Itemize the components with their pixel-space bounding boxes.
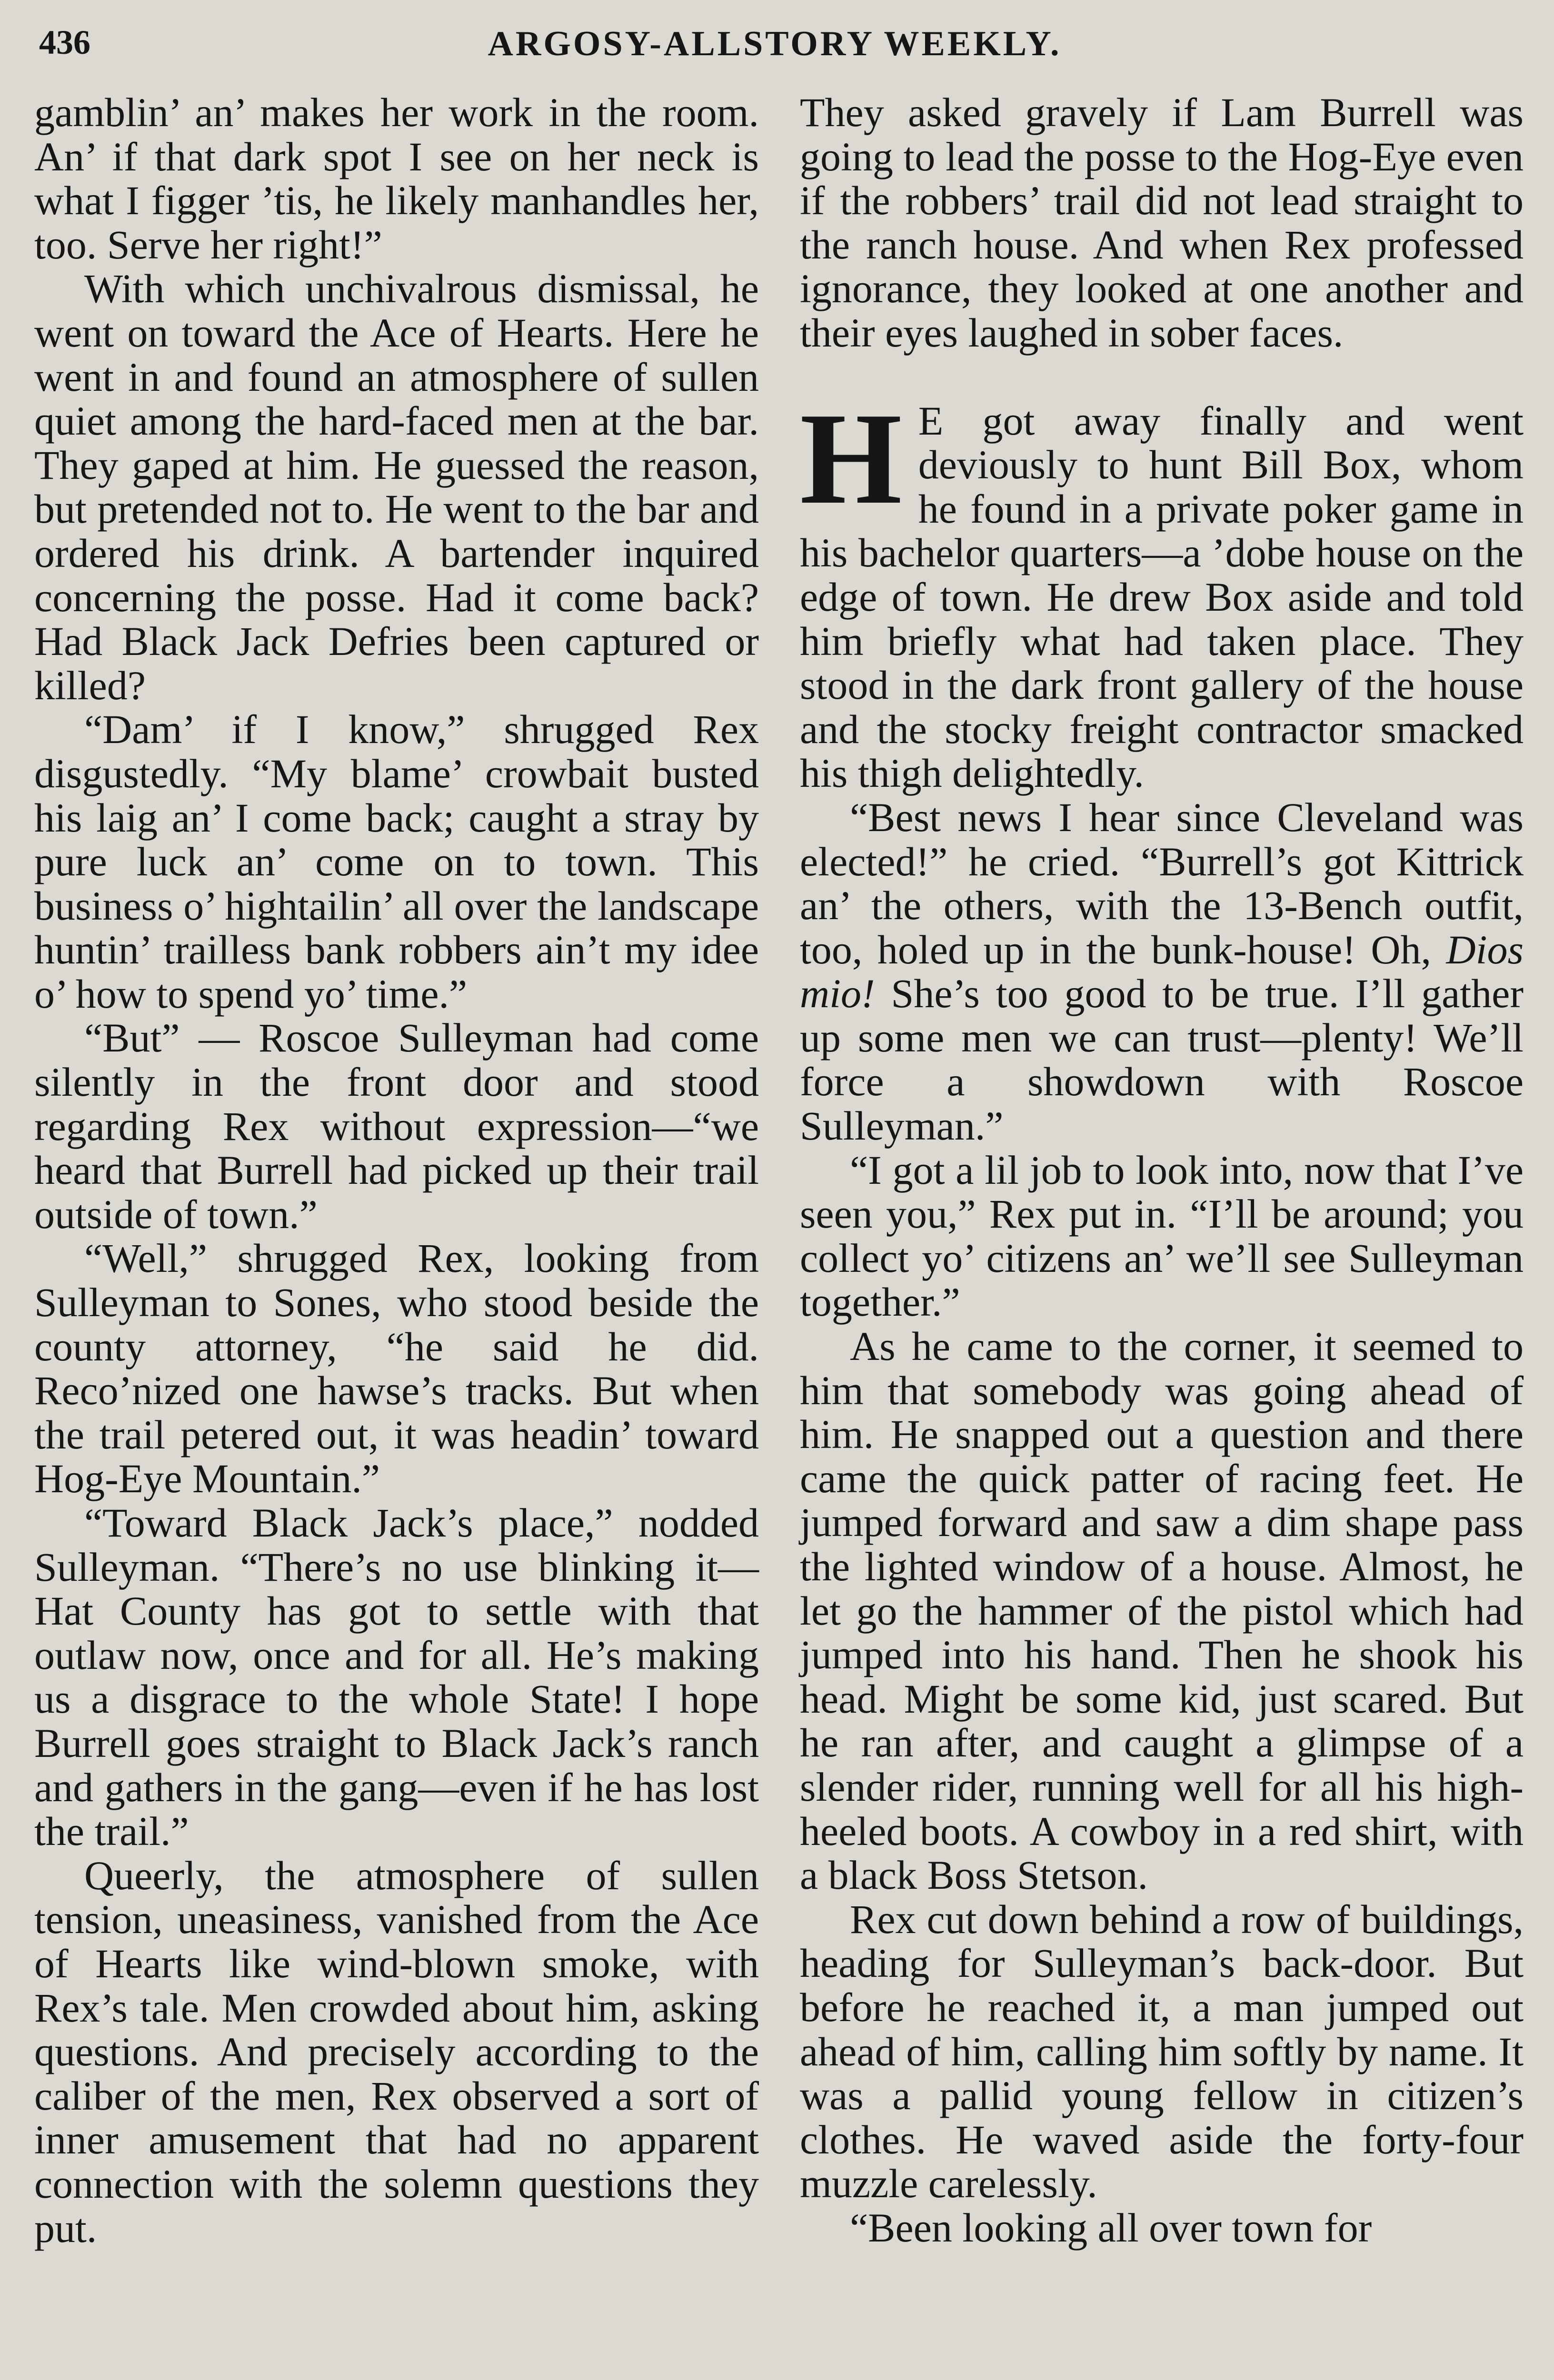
- paragraph-text: She’s too good to be true. I’ll gather up some men we can trust—plenty! We’ll force a showdown with Roscoe Sulleyman.”: [800, 971, 1524, 1149]
- drop-cap: H: [800, 385, 902, 531]
- paragraph: gamblin’ an’ makes her work in the room. An’ if that dark spot I see on her neck is what I figger ’tis, he likely manhandles her, too. Serve her right!”: [34, 89, 759, 268]
- drop-cap-paragraph-text: E got away finally and went deviously to hunt Bill Box, whom he found in a private poker game in his bachelor quarters—a ’dobe house on the edge of town. He drew Box aside and told him briefly what had taken place. They stood in the dark front gallery of the house and the stocky freight contractor smacked his thigh delightedly.: [800, 397, 1524, 796]
- page-header: [29, 19, 1521, 71]
- paragraph: They asked gravely if Lam Burrell was going to lead the posse to the Hog-Eye even if the robbers’ trail did not lead straight to the ranch house. And when Rex professed ignorance, they looked at one another and their eyes laughed in sober faces.: [800, 89, 1524, 356]
- running-head: ARGOSY-ALLSTORY WEEKLY.: [488, 24, 1062, 63]
- section-opening-paragraph: [800, 385, 1524, 796]
- paragraph: With which unchivalrous dismissal, he went on toward the Ace of Hearts. Here he went in and found an atmosphere of sullen quiet among the hard-faced men at the bar. They gaped at him. He guessed the reason, but pretended not to. He went to the bar and ordered his drink. A bartender inquired concerning the posse. Had it come back? Had Black Jack Defries been captured or killed?: [34, 266, 759, 708]
- paragraph: Queerly, the atmosphere of sullen tension, uneasiness, vanished from the Ace of Hearts like wind-blown smoke, with Rex’s tale. Men crowded about him, asking questions. And precisely according to the caliber of the men, Rex observed a sort of inner amusement that had no apparent connection with the solemn questions they put.: [34, 1852, 759, 2251]
- paragraph: “But” — Roscoe Sulleyman had come silently in the front door and stood regarding Rex without expression—“we heard that Burrell had picked up their trail outside of town.”: [34, 1015, 759, 1237]
- paragraph: “I got a lil job to look into, now that I’ve seen you,” Rex put in. “I’ll be around; you collect yo’ citizens an’ we’ll see Sulleyman together.”: [800, 1147, 1524, 1325]
- italic-text: Dios mio!: [800, 926, 1524, 1017]
- page-number: 436: [39, 23, 90, 61]
- paragraph: “Well,” shrugged Rex, looking from Sulleyman to Sones, who stood beside the county attorney, “he said he did. Reco’nized one hawse’s tracks. But when the trail petered out, it was headin’ toward Hog-Eye Mountain.”: [34, 1235, 759, 1502]
- paragraph-text: “Best news I hear since Cleveland was elected!” he cried. “Burrell’s got Kittrick an’ the others, with the 13-Bench outfit, too, holed up in the bunk-house! Oh,: [800, 794, 1524, 972]
- paragraph: As he came to the corner, it seemed to him that somebody was going ahead of him. He snapped out a question and there came the quick patter of racing feet. He jumped forward and saw a dim shape pass the lighted window of a house. Almost, he let go the hammer of the pistol which had jumped into his hand. Then he shook his head. Might be some kid, just scared. But he ran after, and caught a glimpse of a slender rider, running well for all his high-heeled boots. A cowboy in a red shirt, with a black Boss Stetson.: [800, 1323, 1524, 1898]
- right-column: [800, 90, 1524, 2375]
- paragraph: Rex cut down behind a row of buildings, heading for Sulleyman’s back-door. But before he reached it, a man jumped out ahead of him, calling him softly by name. It was a pallid young fellow in citizen’s clothes. He waved aside the forty-four muzzle carelessly.: [800, 1896, 1524, 2207]
- left-column: [34, 90, 759, 2375]
- paragraph: [800, 795, 1524, 1148]
- paragraph: “Dam’ if I know,” shrugged Rex disgustedly. “My blame’ crowbait busted his laig an’ I come back; caught a stray by pure luck an’ come on to town. This business o’ hightailin’ all over the landscape huntin’ trailless bank robbers ain’t my idee o’ how to spend yo’ time.”: [34, 706, 759, 1017]
- paragraph: “Toward Black Jack’s place,” nodded Sulleyman. “There’s no use blinking it—Hat County has got to settle with that outlaw now, once and for all. He’s making us a disgrace to the whole State! I hope Burrell goes straight to Black Jack’s ranch and gathers in the gang—even if he has lost the trail.”: [34, 1500, 759, 1854]
- paragraph: “Been looking all over town for: [850, 2204, 1372, 2251]
